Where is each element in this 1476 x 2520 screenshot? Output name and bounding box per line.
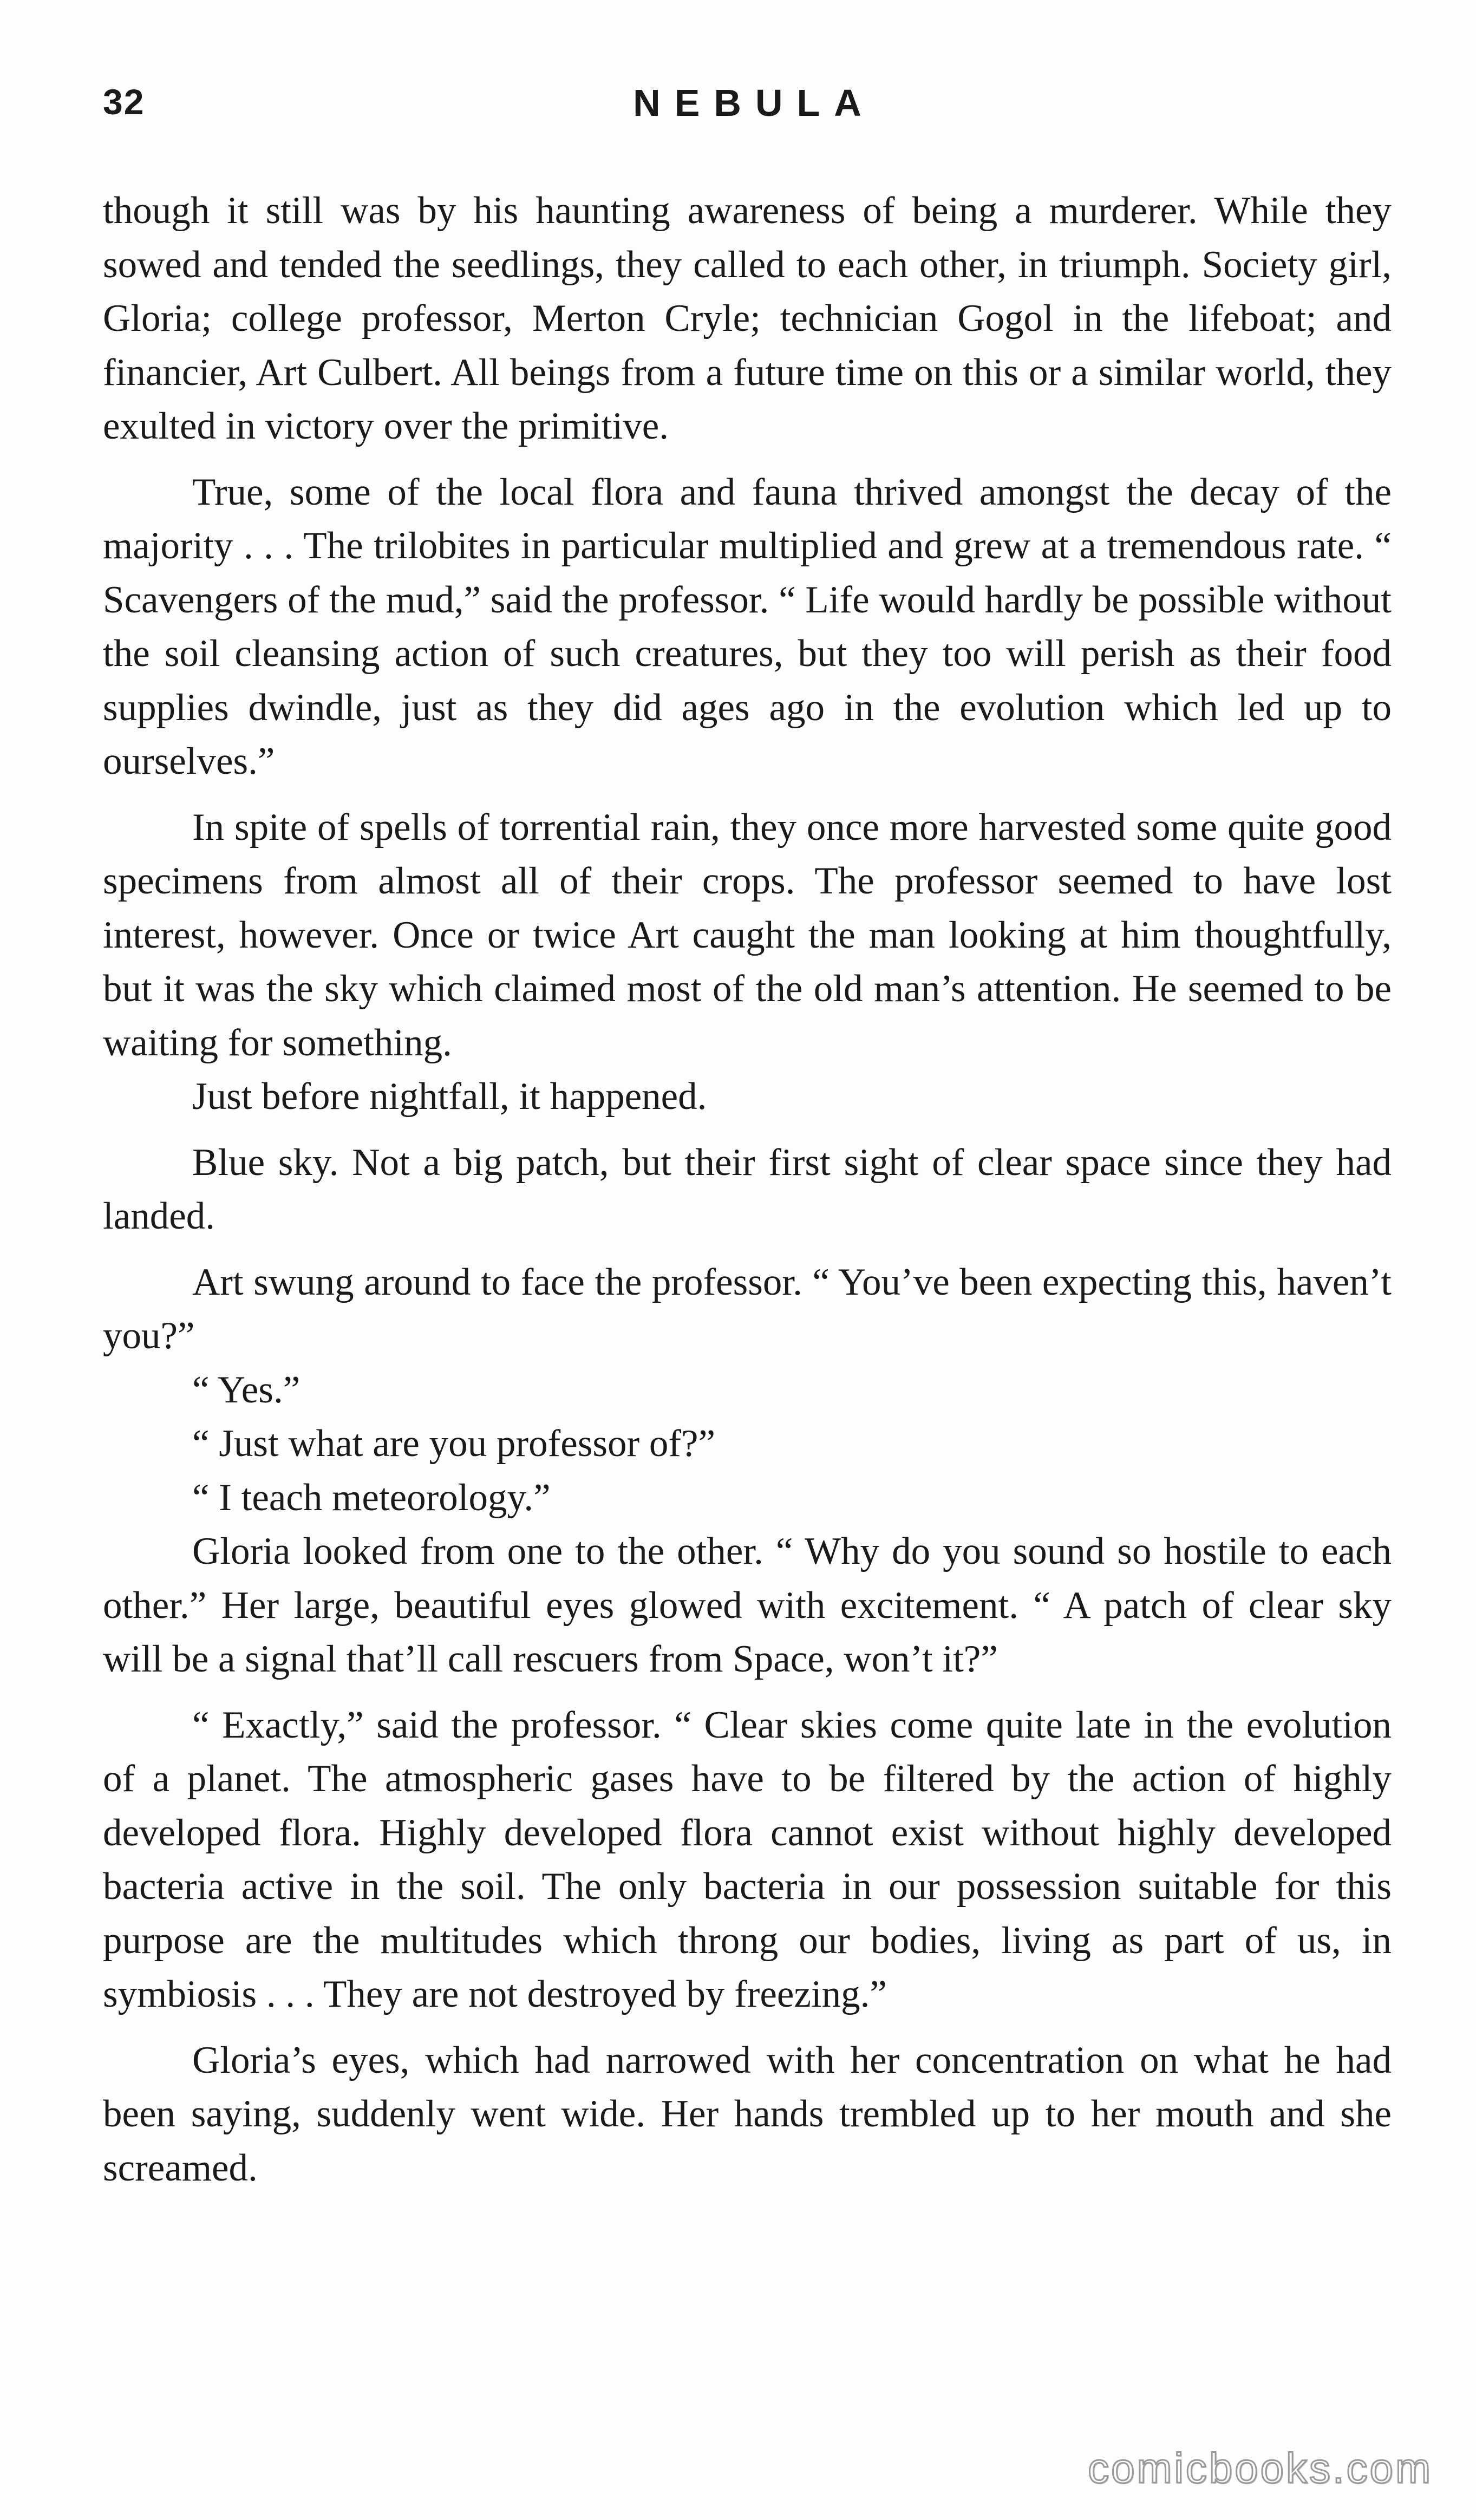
running-head-title: NEBULA bbox=[633, 82, 876, 124]
paragraph: though it still was by his haunting awareness of being a murderer. While they sowed and tended the seedlings, they called to each other, in triumph. Society girl, Gloria; college professor, Merton Cryle; technician Gogol in the lifeboat; and financier, Art Culbert. All beings from a future time on this or a similar world, they exulted in victory over the primitive. bbox=[103, 190, 1392, 447]
paragraph: “ Just what are you professor of?” bbox=[192, 1422, 716, 1465]
paragraph: “ I teach meteorology.” bbox=[192, 1476, 551, 1519]
paragraph: Art swung around to face the professor. “ You’ve been expecting this, haven’t you?” bbox=[103, 1261, 1392, 1357]
paragraph: “ Yes.” bbox=[192, 1368, 301, 1411]
paragraph: Blue sky. Not a big patch, but their first sight of clear space since they had landed. bbox=[103, 1141, 1392, 1237]
paragraph: True, some of the local flora and fauna thrived amongst the decay of the majority . . . The trilobites in particular multiplied and grew at a tremendous rate. “ Scavengers of the mud,” said the professor. “ Life would hardly be possible without the soil cleansing action of such creatures, but they too will perish as their food supplies dwindle, just as they did ages ago in the evolution which led up to ourselves.” bbox=[103, 471, 1392, 782]
paragraph: In spite of spells of torrential rain, they once more harvested some quite good specimens from almost all of their crops. The professor seemed to have lost interest, however. Once or twice Art caught the man looking at him thoughtfully, but it was the sky which claimed most of the old man’s attention. He seemed to be waiting for something. bbox=[103, 806, 1392, 1064]
page-number: 32 bbox=[103, 82, 145, 122]
site-watermark: comicbooks.com bbox=[1088, 2444, 1433, 2492]
paragraph: “ Exactly,” said the professor. “ Clear skies come quite late in the evolution of a planet. The atmospheric gases have to be filtered by the action of highly developed flora. Highly developed flora cannot exist without highly developed bacteria active in the soil. The only bacteria in our possession suitable for this purpose are the multitudes which throng our bodies, living as part of us, in symbiosis . . . They are not destroyed by freezing.” bbox=[103, 1703, 1392, 2015]
paragraph: Gloria looked from one to the other. “ Why do you sound so hostile to each other.” Her large, beautiful eyes glowed with excitement. “ A patch of clear sky will be a signal that’ll call rescuers from Space, won’t it?” bbox=[103, 1530, 1392, 1680]
story-text bbox=[103, 184, 1392, 2195]
page-header bbox=[103, 81, 1392, 141]
paragraph: Just before nightfall, it happened. bbox=[192, 1075, 707, 1118]
paragraph: Gloria’s eyes, which had narrowed with her concentration on what he had been saying, suddenly went wide. Her hands trembled up to her mouth and she screamed. bbox=[103, 2039, 1392, 2189]
